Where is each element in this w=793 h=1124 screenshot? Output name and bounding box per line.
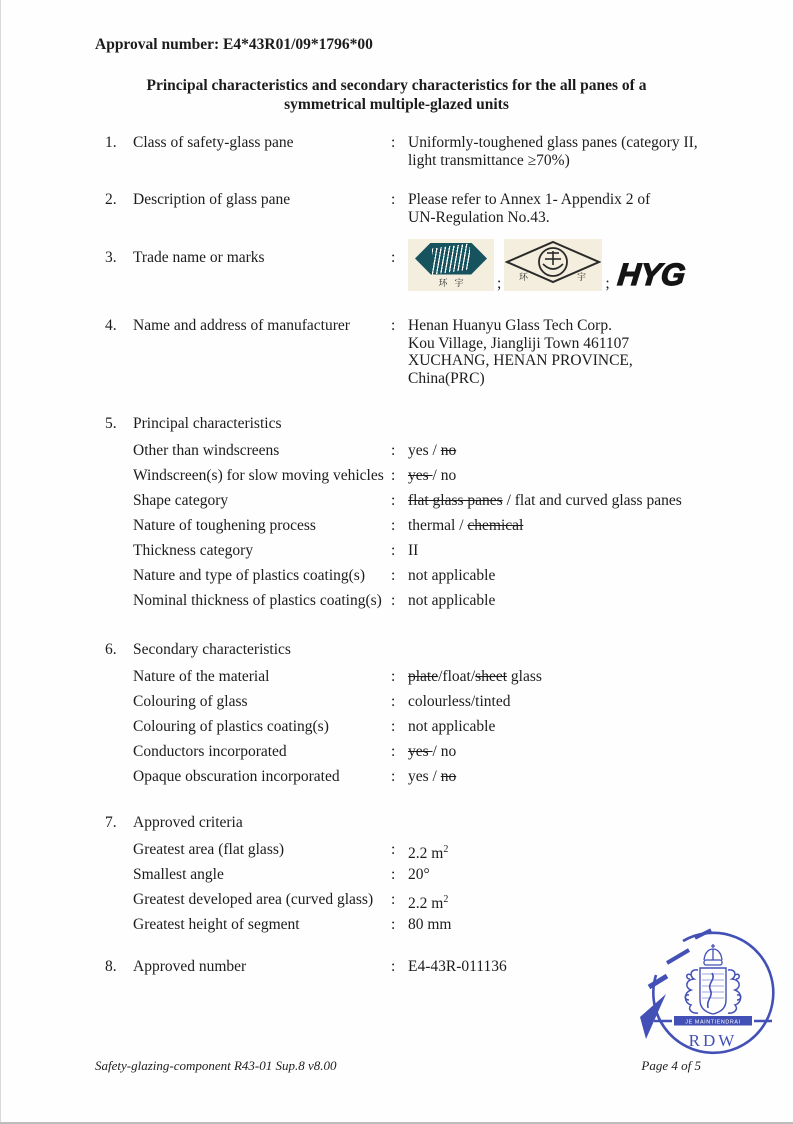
diamond-mark-icon xyxy=(505,240,601,290)
footer-document-reference: Safety-glazing-component R43-01 Sup.8 v8.00 xyxy=(95,1058,337,1073)
characteristic-row: Opaque obscuration incorporated : yes / no xyxy=(105,764,745,789)
item-label: Principal characteristics xyxy=(133,415,282,432)
characteristic-row: Thickness category : II xyxy=(105,538,745,563)
item-trade-name-or-marks: 3. Trade name or marks : 环宇 ; 环 宇 ; HYG xyxy=(105,249,745,291)
struck-option: plate xyxy=(408,668,439,685)
item-approved-number: 8. Approved number : E4-43R-011136 xyxy=(105,958,745,976)
rdw-approval-stamp xyxy=(636,920,790,1070)
approval-number: Approval number: E4*43R01/09*1796*00 xyxy=(95,36,373,53)
criteria-row: Greatest height of segment : 80 mm xyxy=(105,912,745,937)
hyg-wordmark-logo: HYG xyxy=(615,257,687,292)
row-value: 2.2 $m^2$ xyxy=(408,894,449,912)
item-principal-characteristics xyxy=(105,411,745,613)
approved-number-value: E4-43R-011136 xyxy=(408,958,507,975)
item-number: 8. xyxy=(105,958,117,975)
superscript: 2 xyxy=(443,894,449,905)
row-value: not applicable xyxy=(408,567,496,584)
logo-separator: ; xyxy=(497,275,502,292)
item-number: 3. xyxy=(105,249,117,266)
struck-option: yes xyxy=(408,467,433,484)
row-label: Thickness category xyxy=(133,542,254,559)
item-secondary-characteristics xyxy=(105,637,745,789)
item-manufacturer: 4. Name and address of manufacturer : Henan Huanyu Glass Tech Corp. Kou Village, Jiangliji Town 461107 XUCHANG, HENAN PROVINCE, China(PRC) xyxy=(105,317,745,387)
characteristic-row: Windscreen(s) for slow moving vehicles : yes / no xyxy=(105,463,745,488)
item-number: 6. xyxy=(105,641,117,658)
struck-option: yes xyxy=(408,743,433,760)
item-value: Please refer to Annex 1- Appendix 2 of UN-Regulation No.43. xyxy=(408,191,651,226)
row-label: Conductors incorporated xyxy=(133,743,287,760)
superscript: 2 xyxy=(443,844,449,855)
row-label: Windscreen(s) for slow moving vehicles xyxy=(133,467,384,484)
hexagon-logo-characters: 环宇 xyxy=(438,277,471,288)
row-label: Nominal thickness of plastics coating(s) xyxy=(133,592,382,609)
row-label: Smallest angle xyxy=(133,866,224,883)
hexagon-mark-icon xyxy=(415,243,487,275)
characteristic-row: Conductors incorporated : yes / no xyxy=(105,739,745,764)
item-label: Trade name or marks xyxy=(133,249,265,266)
lion-right-icon xyxy=(728,970,741,1013)
huanyu-hexagon-logo xyxy=(408,239,494,291)
characteristic-row: Nature of toughening process : thermal / chemical xyxy=(105,513,745,538)
row-label: Nature of toughening process xyxy=(133,517,316,534)
row-label: Greatest developed area (curved glass) xyxy=(133,891,374,908)
struck-option: no xyxy=(440,442,457,459)
row-label: Shape category xyxy=(133,492,229,509)
row-label: Nature and type of plastics coating(s) xyxy=(133,567,365,584)
stamp-rdw-text: RDW xyxy=(688,1031,738,1050)
criteria-row: Greatest area (flat glass) : 2.2 $m^2$ xyxy=(105,837,745,862)
row-label: Greatest area (flat glass) xyxy=(133,841,285,858)
item-label: Approved criteria xyxy=(133,814,243,831)
row-label: Opaque obscuration incorporated xyxy=(133,768,340,785)
row-label: Greatest height of segment xyxy=(133,916,300,933)
characteristic-row: Colouring of glass : colourless/tinted xyxy=(105,689,745,714)
row-value: 20° xyxy=(408,866,430,883)
item-label: Secondary characteristics xyxy=(133,641,291,658)
stamp-banner-text: JE MAINTIENDRAI xyxy=(685,1019,741,1026)
rdw-stamp-icon xyxy=(636,920,790,1070)
diamond-logo-left-character: 环 xyxy=(519,272,529,282)
row-label: Colouring of glass xyxy=(133,693,248,710)
manufacturer-address: Henan Huanyu Glass Tech Corp. Kou Village, Jiangliji Town 461107 XUCHANG, HENAN PROVINCE, China(PRC) xyxy=(408,317,633,387)
characteristic-row: Nominal thickness of plastics coating(s) : not applicable xyxy=(105,588,745,613)
characteristic-row: Colouring of plastics coating(s) : not applicable xyxy=(105,714,745,739)
struck-option: sheet xyxy=(475,668,508,685)
item-number: 2. xyxy=(105,191,117,208)
item-number: 1. xyxy=(105,134,117,151)
item-approved-criteria xyxy=(105,810,745,937)
criteria-row: Greatest developed area (curved glass) : 2.2 $m^2$ xyxy=(105,887,745,912)
struck-option: chemical xyxy=(467,517,524,534)
row-value: yes / no xyxy=(408,768,457,785)
footer-page-number: Page 4 of 5 xyxy=(641,1058,701,1073)
item-number: 7. xyxy=(105,814,117,831)
row-value: 2.2 $m^2$ xyxy=(408,844,449,862)
characteristic-row: Shape category : flat glass panes / flat and curved glass panes xyxy=(105,488,745,513)
shield-icon xyxy=(700,968,726,1014)
row-label: Other than windscreens xyxy=(133,442,280,459)
row-value: plate/float/sheet glass xyxy=(408,668,542,685)
item-label: Class of safety-glass pane xyxy=(133,134,294,151)
row-value: yes / no xyxy=(408,467,457,484)
row-value: thermal / chemical xyxy=(408,517,524,534)
page-title-line2: symmetrical multiple-glazed units xyxy=(284,96,509,113)
logo-separator: ; xyxy=(605,275,610,292)
trademark-logos xyxy=(408,249,745,291)
row-label: Nature of the material xyxy=(133,668,270,685)
item-number: 4. xyxy=(105,317,117,334)
row-label: Colouring of plastics coating(s) xyxy=(133,718,329,735)
item-description-of-glass-pane: 2. Description of glass pane : Please refer to Annex 1- Appendix 2 of UN-Regulation No.43. xyxy=(105,191,745,227)
item-value: Uniformly-toughened glass panes (category II, light transmittance ≥70%) xyxy=(408,134,698,169)
huanyu-diamond-logo xyxy=(504,239,602,291)
criteria-row: Smallest angle : 20° xyxy=(105,862,745,887)
characteristic-row: Nature and type of plastics coating(s) : not applicable xyxy=(105,563,745,588)
zigzag-pattern xyxy=(432,243,470,274)
row-value: not applicable xyxy=(408,718,496,735)
item-class-of-safety-glass: 1. Class of safety-glass pane : Uniformly-toughened glass panes (category II, light transmittance ≥70%) xyxy=(105,134,745,170)
row-value: flat glass panes / flat and curved glass panes xyxy=(408,492,682,509)
page-title-line1: Principal characteristics and secondary characteristics for the all panes of a xyxy=(146,77,647,94)
characteristic-row: Other than windscreens : yes / no xyxy=(105,438,745,463)
item-number: 5. xyxy=(105,415,117,432)
item-label: Description of glass pane xyxy=(133,191,291,208)
crown-icon xyxy=(704,944,722,965)
struck-option: flat glass panes xyxy=(408,492,503,509)
characteristic-row: Nature of the material : plate/float/sheet glass xyxy=(105,664,745,689)
struck-option: no xyxy=(440,768,457,785)
row-value: colourless/tinted xyxy=(408,693,511,710)
item-label: Approved number xyxy=(133,958,247,975)
row-value: not applicable xyxy=(408,592,496,609)
diamond-logo-right-character: 宇 xyxy=(577,272,587,282)
item-label: Name and address of manufacturer xyxy=(133,317,350,334)
row-value: 80 mm xyxy=(408,916,452,933)
row-value: yes / no xyxy=(408,743,457,760)
lion-left-icon xyxy=(685,970,698,1013)
row-value: yes / no xyxy=(408,442,457,459)
page-title xyxy=(0,76,793,114)
row-value: II xyxy=(408,542,419,559)
